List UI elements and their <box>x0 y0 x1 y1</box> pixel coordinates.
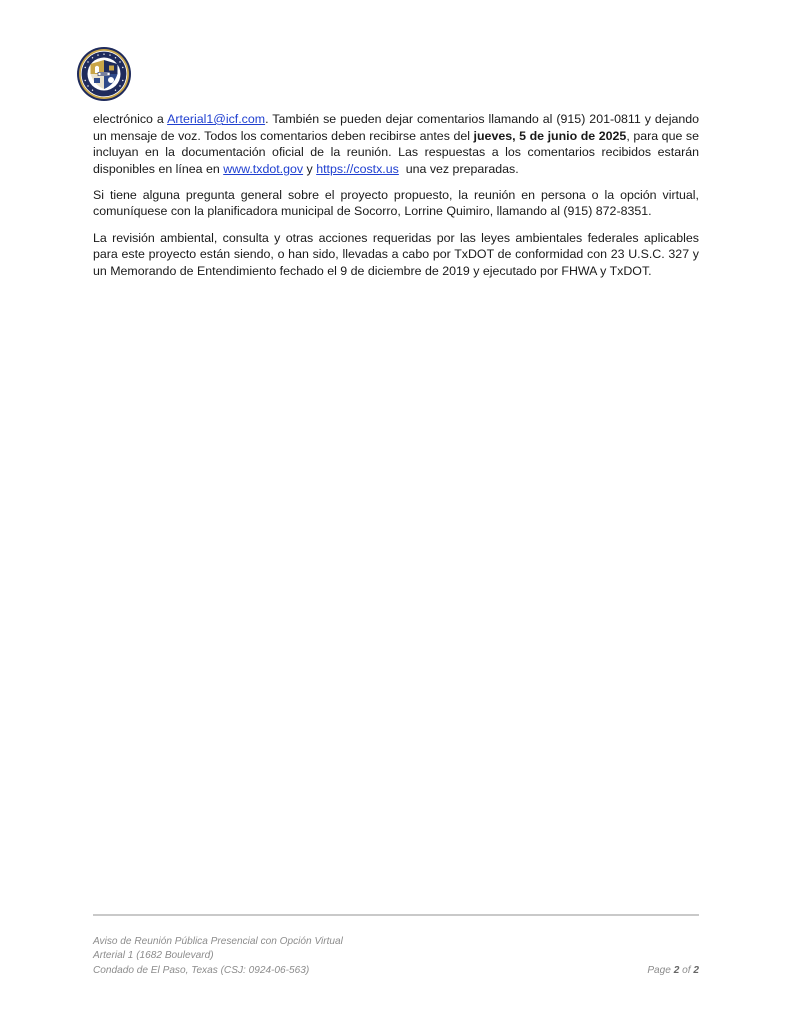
footer-county-csj: Condado de El Paso, Texas (CSJ: 0924-06-563) <box>93 964 310 976</box>
footer-divider <box>93 914 699 916</box>
comments-text-3: , para que se incluyan en la documentación oficial de la reunión. Las respuestas a los comentarios recibidos estarán disponibles en línea en <box>93 128 700 176</box>
email-link[interactable]: Arterial1@icf.com <box>167 112 266 126</box>
page-footer <box>93 935 699 978</box>
city-seal-logo <box>76 46 132 102</box>
costx-link[interactable]: https://costx.us <box>316 161 399 176</box>
comments-text-2: . También se pueden dejar comentarios llamando al (915) 201-0811 y dejando un mensaje de voz. Todos los comentarios deben recibirse antes del <box>93 112 700 143</box>
footer-notice-title: Aviso de Reunión Pública Presencial con Opción Virtual <box>93 936 343 947</box>
footer-project-name: Arterial 1 (1682 Boulevard) <box>93 950 214 962</box>
comments-text-5: una vez preparadas. <box>398 161 519 176</box>
page-number <box>647 964 699 978</box>
comments-paragraph <box>93 111 699 177</box>
deadline-date: jueves, 5 de junio de 2025 <box>473 128 627 143</box>
questions-paragraph: Si tiene alguna pregunta general sobre el proyecto propuesto, la reunión en persona o la opción virtual, comuníquese con la planificadora municipal de Socorro, Lorrine Quimiro, llamando al (915) 872-8351. <box>93 187 699 219</box>
page-current: 2 <box>673 964 680 976</box>
environmental-review-paragraph: La revisión ambiental, consulta y otras acciones requeridas por las leyes ambientales federales aplicables para este proyecto están siendo, o han sido, llevadas a cabo por TxDOT de conformidad con 23 U.S.C. 327 y un Memorando de Entendimiento fechado el 9 de diciembre de 2019 y ejecutado por FHWA y TxDOT. <box>93 230 699 278</box>
page-word: Page <box>647 964 674 976</box>
comments-text-1: electrónico a <box>93 112 168 126</box>
body-text <box>93 111 699 289</box>
comments-text-4: y <box>303 161 317 176</box>
page-total: 2 <box>693 964 699 976</box>
txdot-link[interactable]: www.txdot.gov <box>223 161 304 176</box>
page-of: of <box>679 964 694 976</box>
